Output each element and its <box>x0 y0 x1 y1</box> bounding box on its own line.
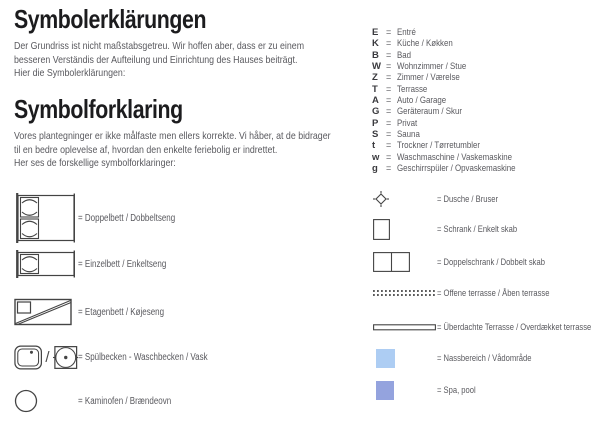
intro-text-danish <box>14 130 331 171</box>
room-code-key: t <box>372 140 376 152</box>
sink-icons <box>14 344 78 371</box>
room-code-key: w <box>372 151 380 163</box>
kitchen-sink-icon <box>14 344 42 371</box>
covered-terrace-icon <box>373 324 437 331</box>
intro-text-german <box>14 40 304 81</box>
legend-row-wet-area <box>376 348 555 368</box>
shower-icon <box>373 191 437 207</box>
room-code-label: Privat <box>397 117 418 128</box>
equals-sign: = <box>386 106 392 117</box>
legend-row-spa-pool <box>376 380 485 400</box>
open-terrace-icon <box>373 289 437 297</box>
room-code-label: Waschmaschine / Vaskemaskine <box>397 151 513 162</box>
room-code-row <box>372 61 537 72</box>
room-code-key: g <box>372 163 378 175</box>
intro-line: Vores plantegninger er ikke målfaste men ellers korrekte. Vi håber, at de bidrager <box>14 130 331 142</box>
room-code-label: Sauna <box>397 129 420 140</box>
room-code-row <box>372 95 537 106</box>
room-code-key: P <box>372 117 379 129</box>
intro-line: Hier die Symbolerklärungen: <box>14 67 126 80</box>
equals-sign: = <box>386 61 392 72</box>
single-cabinet-icon <box>373 219 437 240</box>
room-code-key: B <box>372 49 379 61</box>
equals-sign: = <box>386 27 392 37</box>
legend-label: = Offene terrasse / Åben terrasse <box>437 287 550 299</box>
legend-row-double-cabinet <box>373 251 572 273</box>
legend-row-sink <box>14 343 240 371</box>
room-code-key: G <box>372 106 380 118</box>
room-code-row <box>372 163 537 174</box>
legend-label: = Überdachte Terrasse / Overdækket terrasse <box>437 321 592 333</box>
equals-sign: = <box>386 49 392 60</box>
equals-sign: = <box>386 117 392 128</box>
room-code-row <box>372 129 537 140</box>
room-code-label: Bad <box>397 49 412 60</box>
legend-row-open-terrace <box>373 284 578 302</box>
room-code-key: W <box>372 61 381 73</box>
equals-sign: = <box>386 95 392 106</box>
equals-sign: = <box>386 129 392 140</box>
equals-sign: = <box>386 72 392 83</box>
legend-label: = Etagenbett / Køjeseng <box>78 306 165 318</box>
room-code-label: Geräteraum / Skur <box>397 106 462 117</box>
equals-sign: = <box>386 83 392 94</box>
room-code-label: Trockner / Tørretumbler <box>397 140 480 151</box>
spa-pool-swatch <box>376 381 437 400</box>
room-code-key: K <box>372 38 379 50</box>
room-code-list <box>372 27 537 174</box>
room-code-row <box>372 72 537 83</box>
single-bed-icon <box>14 250 78 278</box>
legend-row-covered-terrace <box>373 318 600 336</box>
spa-pool-color <box>376 381 394 400</box>
room-code-label: Zimmer / Værelse <box>397 72 460 83</box>
intro-line: Der Grundriss ist nicht maßstabsgetreu. Wir hoffen aber, dass er zu einem <box>14 40 305 52</box>
equals-sign: = <box>386 163 392 174</box>
legend-row-double-bed <box>14 192 199 244</box>
room-code-row <box>372 38 537 49</box>
room-code-key: E <box>372 27 379 38</box>
legend-label: = Schrank / Enkelt skab <box>437 223 518 235</box>
room-code-label: Terrasse <box>397 83 428 94</box>
room-code-label: Wohnzimmer / Stue <box>397 61 467 72</box>
room-code-row <box>372 152 537 163</box>
legend-label: = Doppelschrank / Dobbelt skab <box>437 256 545 268</box>
room-code-row <box>372 140 537 151</box>
legend-row-single-cabinet <box>373 217 537 241</box>
intro-line: til en bedre oplevelse af, hvordan den enkelte feriebolig er indrettet. <box>14 143 278 156</box>
wood-stove-icon <box>14 389 78 413</box>
page-title-german: Symbolerklärungen <box>14 4 207 34</box>
legend-label: = Spa, pool <box>437 384 476 396</box>
legend-row-shower <box>373 188 513 210</box>
equals-sign: = <box>386 140 392 151</box>
room-code-label: Entré <box>397 27 416 37</box>
intro-line: Her ses de forskellige symbolforklaringer: <box>14 157 176 170</box>
legend-label: = Doppelbett / Dobbeltseng <box>78 212 176 224</box>
legend-row-bunk-bed <box>14 298 186 326</box>
room-code-key: Z <box>372 72 378 84</box>
room-code-label: Küche / Køkken <box>397 38 453 49</box>
legend-label: = Nassbereich / Vådområde <box>437 352 532 364</box>
slash-separator: / <box>45 348 50 366</box>
room-code-key: T <box>372 83 378 95</box>
room-code-label: Auto / Garage <box>397 95 447 106</box>
room-code-row <box>372 27 537 38</box>
legend-label: = Spülbecken - Waschbecken / Vask <box>78 351 208 363</box>
legend-label: = Kaminofen / Brændeovn <box>78 395 172 407</box>
room-code-key: S <box>372 129 379 141</box>
equals-sign: = <box>386 38 392 49</box>
room-code-row <box>372 106 537 117</box>
legend-label: = Einzelbett / Enkeltseng <box>78 258 167 270</box>
room-code-row <box>372 84 537 95</box>
wet-area-swatch <box>376 349 437 368</box>
wet-area-color <box>376 349 395 368</box>
double-bed-icon <box>14 193 78 243</box>
bunk-bed-icon <box>14 298 78 326</box>
wash-basin-icon <box>53 344 79 371</box>
legend-row-single-bed <box>14 249 188 279</box>
page-title-danish: Symbolforklaring <box>14 94 183 124</box>
room-code-row <box>372 50 537 61</box>
legend-label: = Dusche / Bruser <box>437 193 499 205</box>
intro-line: besseren Verständis der Aufteilung und Einrichtung des Hauses beiträgt. <box>14 53 298 66</box>
room-code-row <box>372 118 537 129</box>
double-cabinet-icon <box>373 252 437 272</box>
room-code-label: Geschirrspüler / Opvaskemaskine <box>397 163 516 174</box>
room-code-key: A <box>372 95 379 107</box>
legend-row-stove <box>14 388 194 414</box>
equals-sign: = <box>386 151 392 162</box>
